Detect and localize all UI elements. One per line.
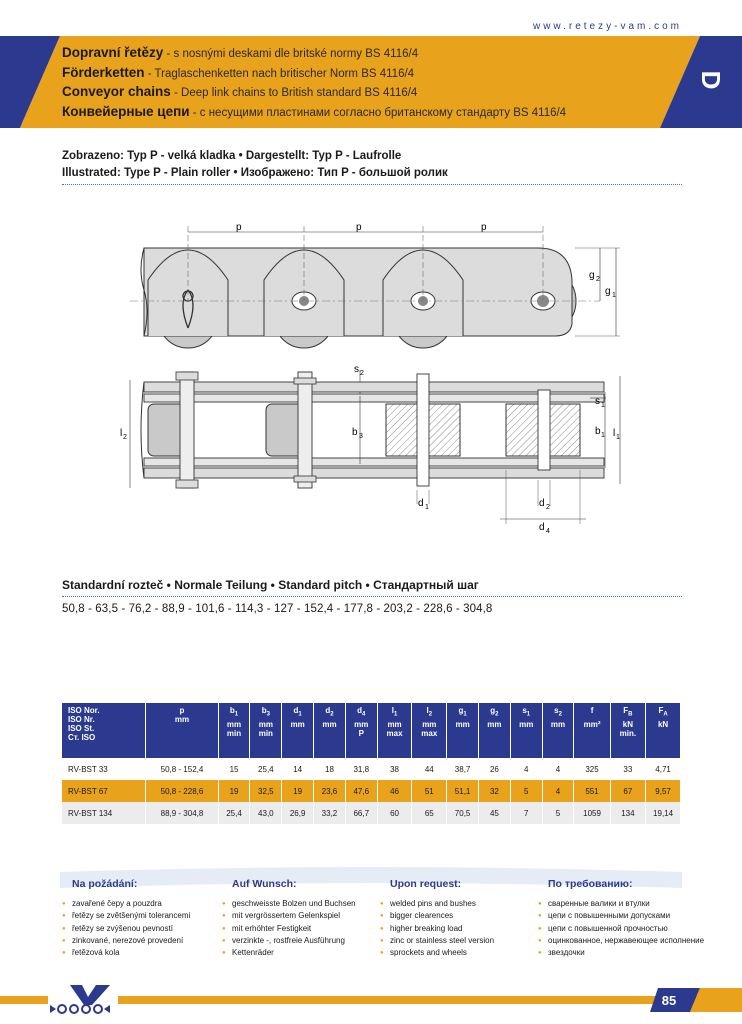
header-line-text: mm	[290, 719, 305, 729]
label-d2: d	[539, 498, 545, 509]
header-line-subtitle: - Deep link chains to British standard BS 4116/4	[170, 87, 418, 99]
header-line	[62, 44, 682, 64]
header-symbol-sub: 1	[234, 711, 239, 718]
label-s2-sub: 2	[360, 370, 364, 377]
header-symbol-sub: B	[628, 711, 633, 718]
request-column-ru	[538, 878, 705, 959]
header-line-text: ISO St.	[68, 724, 95, 733]
table-cell: 325	[574, 758, 610, 780]
label-g2-sub: 2	[596, 276, 600, 283]
table-cell: 50,8 - 152,4	[146, 758, 218, 780]
standard-pitch-values: 50,8 - 63,5 - 76,2 - 88,9 - 101,6 - 114,3 - 127 - 152,4 - 177,8 - 203,2 - 228,6 - 304,8	[62, 603, 493, 615]
header-symbol-letter: F	[658, 706, 664, 715]
request-list	[380, 898, 532, 959]
table-cell: 18	[314, 758, 346, 780]
table-header-cell	[542, 703, 574, 758]
illustrated-caption	[62, 148, 448, 182]
list-item: ● mit vergrössertem Gelenkspiel	[222, 910, 374, 922]
table-header-cell	[218, 703, 250, 758]
header-symbol-letter: f	[590, 706, 594, 715]
list-item: ● sprockets and wheels	[380, 947, 532, 959]
chain-technical-drawing	[60, 200, 682, 545]
header-symbol-sub: A	[663, 711, 668, 718]
list-item: ● оцинкованное, нержавеющее исполнение	[538, 935, 690, 947]
header-line-title: Dopravní řetězy	[62, 45, 164, 60]
label-l1: l	[613, 428, 616, 439]
label-b1: b	[595, 426, 601, 437]
header-symbol-letter: d	[357, 706, 363, 715]
request-column-de	[222, 878, 374, 959]
header-line-text: kN	[657, 719, 669, 729]
table-cell: 5	[510, 780, 542, 802]
chain-spec-table	[62, 703, 681, 824]
header-line-subtitle: - s nosnými deskami dle britské normy BS 4116/4	[163, 48, 419, 60]
header-symbol-sub: 2	[558, 711, 562, 718]
table-cell: 15	[218, 758, 250, 780]
list-item: ● mit erhöhter Festigkeit	[222, 923, 374, 935]
table-cell: 134	[610, 802, 645, 824]
header-symbol	[513, 706, 540, 720]
header-line-text: mm	[455, 719, 470, 729]
label-l2-sub: 2	[123, 434, 127, 441]
header-line-text: kN	[622, 719, 633, 729]
header-line-text: min	[226, 728, 242, 738]
label-g1-sub: 1	[612, 292, 616, 299]
table-cell: 43,0	[250, 802, 282, 824]
label-l1-sub: 1	[616, 434, 620, 441]
table-header-cell	[62, 703, 146, 758]
header-symbol	[380, 706, 410, 720]
header-line-text: P	[358, 728, 364, 738]
label-d1-sub: 1	[425, 504, 429, 511]
header-line-text: mm	[422, 719, 437, 729]
table-header-cell	[574, 703, 610, 758]
table-cell: 25,4	[218, 802, 250, 824]
table-cell: 4,71	[646, 758, 681, 780]
list-item: ● řetězy se zvýšenou pevností	[62, 923, 214, 935]
table-cell: 51,1	[447, 780, 479, 802]
header-symbol-letter: b	[229, 706, 235, 715]
label-p-3: p	[481, 222, 487, 233]
header-symbol-sub: 1	[463, 711, 467, 718]
list-item: ● сваренные валики и втулки	[538, 898, 690, 910]
header-symbol	[316, 706, 343, 720]
header-line-text: mm	[354, 719, 369, 729]
request-title: Upon request:	[390, 878, 462, 890]
request-list	[538, 898, 705, 959]
label-s1-sub: 1	[601, 402, 605, 409]
table-cell: 45	[479, 802, 511, 824]
header-line-title: Förderketten	[62, 64, 145, 80]
header-symbol	[252, 706, 279, 720]
header-symbol-letter: g	[490, 706, 496, 715]
request-title: Auf Wunsch:	[232, 878, 297, 890]
table-cell: RV-BST 134	[62, 802, 146, 824]
list-item: ● zinkované, nerezové provedení	[62, 935, 214, 947]
table-row	[62, 780, 681, 802]
table-cell: 26	[479, 758, 511, 780]
header-line-text: mm	[550, 719, 566, 729]
header-line	[62, 64, 682, 84]
request-column-cz	[62, 878, 214, 959]
footer-band	[0, 975, 742, 1024]
request-title: По требованию:	[548, 878, 633, 890]
table-cell: 51	[412, 780, 447, 802]
illustrated-line-1: Zobrazeno: Typ P - velká kladka • Dargestellt: Typ P - Laufrolle	[62, 150, 402, 162]
label-l2: l	[120, 428, 123, 439]
table-row	[62, 802, 681, 824]
list-item: ● higher breaking load	[380, 923, 532, 935]
label-b3: b	[352, 427, 358, 438]
table-header-cell	[250, 703, 282, 758]
list-item: ● geschweisste Bolzen und Buchsen	[222, 898, 374, 910]
header-symbol	[576, 706, 607, 720]
request-list	[62, 898, 214, 959]
list-item: ● цепи с повышенными допусками	[538, 910, 690, 922]
header-symbol-sub: 3	[266, 711, 270, 718]
table-cell: 60	[377, 802, 412, 824]
table-cell: 70,5	[447, 802, 479, 824]
header-line-subtitle: - Traglaschenketten nach britischer Norm BS 4116/4	[144, 67, 415, 80]
table-cell: 19	[218, 780, 250, 802]
header-symbol-letter: s	[522, 706, 527, 715]
label-d1: d	[418, 498, 424, 509]
header-line-title: Conveyor chains	[62, 84, 171, 99]
table-header-cell	[345, 703, 377, 758]
header-line-text: p	[179, 706, 185, 715]
table-cell: 32	[479, 780, 511, 802]
header-line-text: ISO Nr.	[68, 715, 95, 724]
header-line-subtitle: - с несущими пластинами согласно британскому стандарту BS 4116/4	[189, 106, 567, 119]
table-cell: 50,8 - 228,6	[146, 780, 218, 802]
table-row	[62, 758, 681, 780]
list-item: ● цепи с повышенной прочностью	[538, 923, 690, 935]
list-item: ● řetězová kola	[62, 947, 214, 959]
table-header-cell	[510, 703, 542, 758]
divider-dotted	[62, 184, 682, 185]
header-symbol	[449, 706, 476, 720]
table-cell: RV-BST 33	[62, 758, 146, 780]
request-title: Na požádání:	[72, 878, 138, 890]
divider-dotted	[62, 596, 682, 597]
table-cell: 4	[542, 758, 574, 780]
table-cell: 66,7	[345, 802, 377, 824]
header-symbol-letter: d	[325, 706, 331, 715]
list-item: ● řetězy se zvětšenými tolerancemi	[62, 910, 214, 922]
list-item: ● welded pins and bushes	[380, 898, 532, 910]
header-line-text: mm	[226, 719, 242, 729]
header-line-text: mm²	[583, 719, 601, 729]
illustrated-line-2: Illustrated: Type P - Plain roller • Изображено: Тип P - большой ролик	[62, 167, 448, 179]
header-line-text: mm	[174, 715, 190, 724]
standard-pitch-title: Standardní rozteč • Normale Teilung • Standard pitch • Стандартный шаг	[62, 578, 479, 592]
header-line-text: max	[386, 728, 403, 738]
label-p-1: p	[236, 222, 242, 233]
header-symbol-sub: 2	[495, 711, 499, 718]
list-item: ● zavařené čepy a pouzdra	[62, 898, 214, 910]
header-symbol-letter: l	[391, 706, 394, 715]
header-symbol-sub: 2	[428, 711, 433, 718]
header-line-text: mm	[387, 719, 402, 729]
header-symbol	[348, 706, 375, 720]
table-cell: 5	[542, 802, 574, 824]
table-cell: 38	[377, 758, 412, 780]
table-cell: 1059	[574, 802, 610, 824]
list-item: ● Kettenräder	[222, 947, 374, 959]
label-d4-sub: 4	[546, 528, 550, 535]
header-line-text: mm	[258, 719, 273, 729]
header-symbol	[545, 706, 572, 720]
website-url[interactable]: www.retezy-vam.com	[532, 21, 682, 32]
header-symbol-letter: F	[623, 706, 629, 715]
header-symbol-sub: 2	[330, 711, 334, 718]
table-cell: 31,8	[345, 758, 377, 780]
header-line-text: Ст. ISO	[68, 733, 96, 742]
section-letter-tab: D	[696, 70, 726, 90]
header-symbol-letter: d	[293, 706, 299, 715]
table-header-cell	[646, 703, 681, 758]
table-cell: 25,4	[250, 758, 282, 780]
page-number: 85	[661, 993, 677, 1008]
header-symbol	[648, 706, 678, 720]
table-cell: 88,9 - 304,8	[146, 802, 218, 824]
table-cell: 23,6	[314, 780, 346, 802]
label-d4: d	[539, 522, 545, 533]
table-cell: 38,7	[447, 758, 479, 780]
table-cell: 47,6	[345, 780, 377, 802]
table-cell: 33,2	[314, 802, 346, 824]
table-header-cell	[479, 703, 511, 758]
label-d2-sub: 2	[546, 504, 550, 511]
label-s2: s	[354, 364, 359, 375]
header-symbol-letter: s	[554, 706, 559, 715]
table-cell: 551	[574, 780, 610, 802]
header-line-text: mm	[487, 719, 502, 729]
table-cell: 26,9	[282, 802, 314, 824]
header-symbol-sub: 1	[394, 711, 398, 718]
table-cell: 4	[510, 758, 542, 780]
header-symbol	[481, 706, 508, 720]
header-line-text: mm	[519, 719, 534, 729]
table-cell: 19,14	[646, 802, 681, 824]
request-column-en	[380, 878, 532, 959]
header-symbol-letter: g	[458, 706, 464, 715]
header-line-text: min	[258, 728, 273, 738]
header-line	[62, 103, 682, 123]
table-cell: 4	[542, 780, 574, 802]
list-item: ● звездочки	[538, 947, 690, 959]
header-line	[62, 83, 682, 103]
table-cell: 9,57	[646, 780, 681, 802]
table-cell: 44	[412, 758, 447, 780]
list-item: ● zinc or stainless steel version	[380, 935, 532, 947]
table-cell: 7	[510, 802, 542, 824]
header-line-text: min.	[619, 728, 637, 738]
table-header-cell	[447, 703, 479, 758]
table-header-row	[62, 703, 681, 758]
table-cell: RV-BST 67	[62, 780, 146, 802]
header-symbol	[284, 706, 311, 720]
table-cell: 67	[610, 780, 645, 802]
header-symbol-sub: 1	[526, 711, 531, 718]
table-cell: 14	[282, 758, 314, 780]
label-b3-sub: 3	[359, 433, 363, 440]
chain-top-view	[130, 370, 620, 524]
header-symbol-letter: l	[426, 706, 429, 715]
header-line-text: ISO Nor.	[68, 706, 100, 715]
header-titles	[62, 44, 682, 122]
header-symbol-sub: 1	[298, 711, 302, 718]
header-symbol-sub: 4	[362, 711, 366, 718]
label-g2: g	[589, 270, 595, 281]
table-header-cell	[146, 703, 218, 758]
table-header-cell	[377, 703, 412, 758]
table-cell: 33	[610, 758, 645, 780]
header-line-text: max	[421, 728, 438, 738]
label-b1-sub: 1	[601, 432, 605, 439]
table-header-cell	[412, 703, 447, 758]
company-logo	[48, 981, 118, 1017]
label-s1: s	[595, 396, 600, 407]
table-cell: 19	[282, 780, 314, 802]
header-line-text: mm	[322, 719, 337, 729]
label-p-2: p	[356, 222, 362, 233]
table-cell: 32,5	[250, 780, 282, 802]
header-symbol-letter: b	[261, 706, 267, 715]
chain-side-view	[130, 226, 620, 348]
label-g1: g	[605, 286, 611, 297]
table-header-cell	[282, 703, 314, 758]
request-list	[222, 898, 374, 959]
header-symbol	[221, 706, 248, 720]
table-header-cell	[314, 703, 346, 758]
header-symbol	[613, 706, 643, 720]
table-cell: 46	[377, 780, 412, 802]
list-item: ● bigger clearences	[380, 910, 532, 922]
list-item: ● verzinkte -, rostfreie Ausführung	[222, 935, 374, 947]
header-symbol	[414, 706, 444, 720]
header-line-title: Конвейерные цепи	[62, 103, 190, 119]
table-header-cell	[610, 703, 645, 758]
table-cell: 65	[412, 802, 447, 824]
